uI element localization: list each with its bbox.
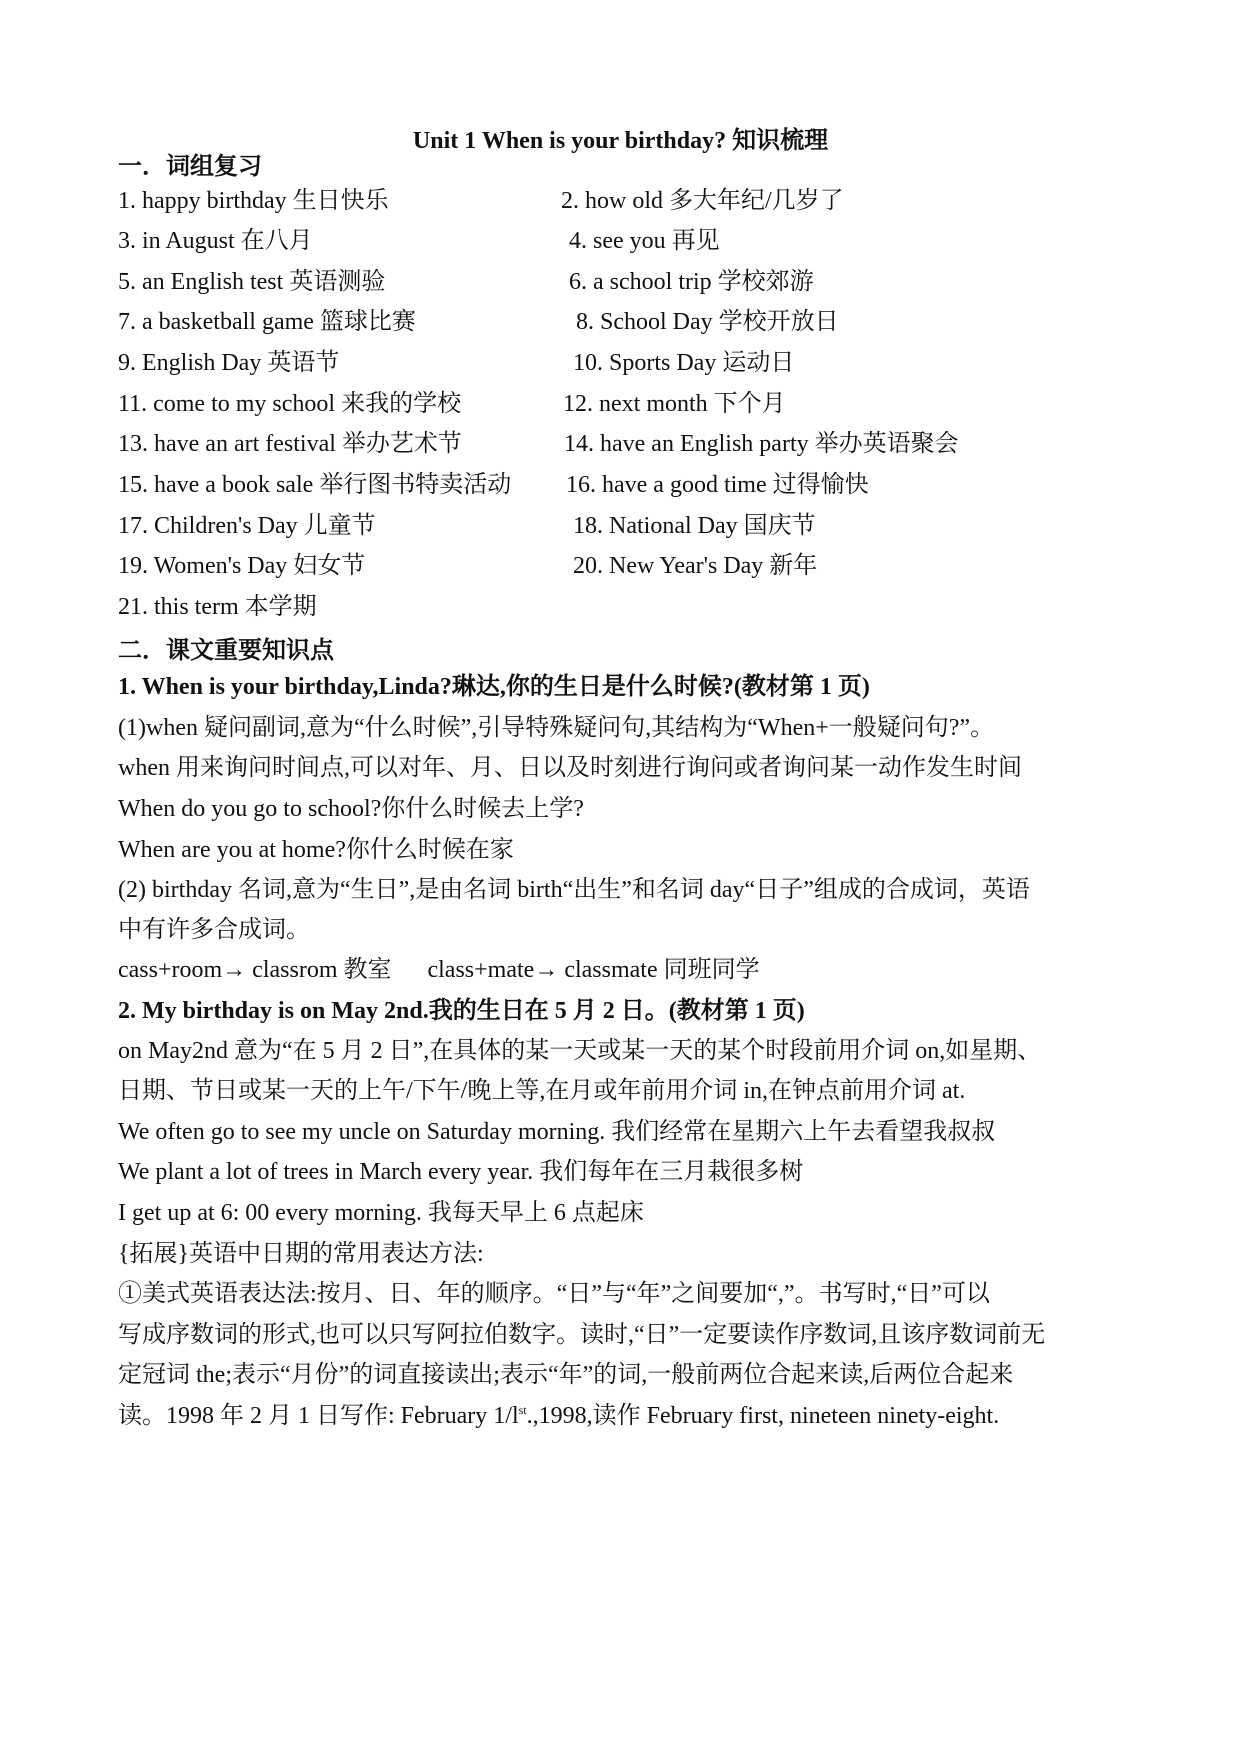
phrase-row [118, 343, 1138, 383]
phrase-item: 9. English Day 英语节 [118, 350, 340, 376]
text-line: when 用来询问时间点,可以对年、月、日以及时刻进行询问或者询问某一动作发生时间 [118, 755, 1022, 781]
text-line: (1)when 疑问副词,意为“什么时候”,引导特殊疑问句,其结构为“When+一般疑问句?”。 [118, 715, 995, 741]
phrase-item: 18. National Day 国庆节 [573, 513, 816, 539]
phrase-item: 5. an English test 英语测验 [118, 269, 386, 295]
text-line: {拓展}英语中日期的常用表达方法: [118, 1241, 484, 1267]
phrase-row [118, 546, 1138, 586]
phrase-item: 13. have an art festival 举办艺术节 [118, 431, 462, 457]
text-line: We plant a lot of trees in March every year. 我们每年在三月栽很多树 [118, 1159, 804, 1185]
section-heading-phrases: 一．词组复习 [118, 154, 262, 180]
phrase-item: 15. have a book sale 举行图书特卖活动 [118, 472, 512, 498]
text-line: When do you go to school?你什么时候去上学? [118, 796, 584, 822]
phrase-row [118, 587, 1138, 627]
text-fragment: 读。1998 年 2 月 1 日写作: February 1/l [118, 1403, 519, 1429]
text-line: When are you at home?你什么时候在家 [118, 837, 514, 863]
knowledge-point-heading: 2. My birthday is on May 2nd.我的生日在 5 月 2 日。(教材第 1 页) [118, 998, 805, 1024]
text-line: on May2nd 意为“在 5 月 2 日”,在具体的某一天或某一天的某个时段前用介词 on,如星期、 [118, 1038, 1042, 1064]
phrase-item: 21. this term 本学期 [118, 594, 317, 620]
phrase-row [118, 384, 1138, 424]
phrase-item: 3. in August 在八月 [118, 228, 313, 254]
knowledge-point-heading: 1. When is your birthday,Linda?琳达,你的生日是什么时候?(教材第 1 页) [118, 674, 870, 700]
phrase-item: 8. School Day 学校开放日 [576, 309, 839, 335]
text-line: 中有许多合成词。 [118, 917, 310, 943]
text-line: cass+room→ classrom 教室 class+mate→ classmate 同班同学 [118, 957, 760, 983]
phrase-item: 16. have a good time 过得愉快 [566, 472, 869, 498]
phrase-item: 17. Children's Day 儿童节 [118, 513, 376, 539]
superscript-st: st [518, 1403, 527, 1417]
text-line: 写成序数词的形式,也可以只写阿拉伯数字。读时,“日”一定要读作序数词,且该序数词前无 [118, 1322, 1046, 1348]
phrase-item: 1. happy birthday 生日快乐 [118, 188, 389, 214]
section-heading-knowledge: 二．课文重要知识点 [118, 638, 334, 664]
phrase-row [118, 465, 1138, 505]
phrase-item: 19. Women's Day 妇女节 [118, 553, 366, 579]
phrase-row [118, 302, 1138, 342]
phrase-item: 6. a school trip 学校郊游 [569, 269, 814, 295]
phrase-row [118, 262, 1138, 302]
phrase-row [118, 221, 1138, 261]
text-line: ①美式英语表达法:按月、日、年的顺序。“日”与“年”之间要加“,”。书写时,“日”可以 [118, 1281, 990, 1307]
phrase-item: 4. see you 再见 [569, 228, 720, 254]
phrase-item: 14. have an English party 举办英语聚会 [564, 431, 959, 457]
phrase-row [118, 424, 1138, 464]
phrase-item: 20. New Year's Day 新年 [573, 553, 818, 579]
text-fragment: .,1998,读作 February first, nineteen ninety-eight. [526, 1403, 1000, 1429]
phrase-row [118, 506, 1138, 546]
phrase-item: 11. come to my school 来我的学校 [118, 391, 462, 417]
text-line [118, 1396, 1128, 1436]
phrase-item: 7. a basketball game 篮球比赛 [118, 309, 416, 335]
text-line: We often go to see my uncle on Saturday morning. 我们经常在星期六上午去看望我叔叔 [118, 1119, 996, 1145]
text-line: 定冠词 the;表示“月份”的词直接读出;表示“年”的词,一般前两位合起来读,后两位合起来 [118, 1362, 1014, 1388]
phrase-item: 2. how old 多大年纪/几岁了 [561, 188, 844, 214]
text-line: 日期、节日或某一天的上午/下午/晚上等,在月或年前用介词 in,在钟点前用介词 at. [118, 1078, 966, 1104]
text-line: I get up at 6: 00 every morning. 我每天早上 6 点起床 [118, 1200, 644, 1226]
document-title: Unit 1 When is your birthday? 知识梳理 [412, 128, 829, 154]
text-line: (2) birthday 名词,意为“生日”,是由名词 birth“出生”和名词 day“日子”组成的合成词，英语 [118, 877, 1030, 903]
phrase-item: 12. next month 下个月 [563, 391, 786, 417]
phrase-item: 10. Sports Day 运动日 [573, 350, 795, 376]
phrase-row [118, 181, 1138, 221]
